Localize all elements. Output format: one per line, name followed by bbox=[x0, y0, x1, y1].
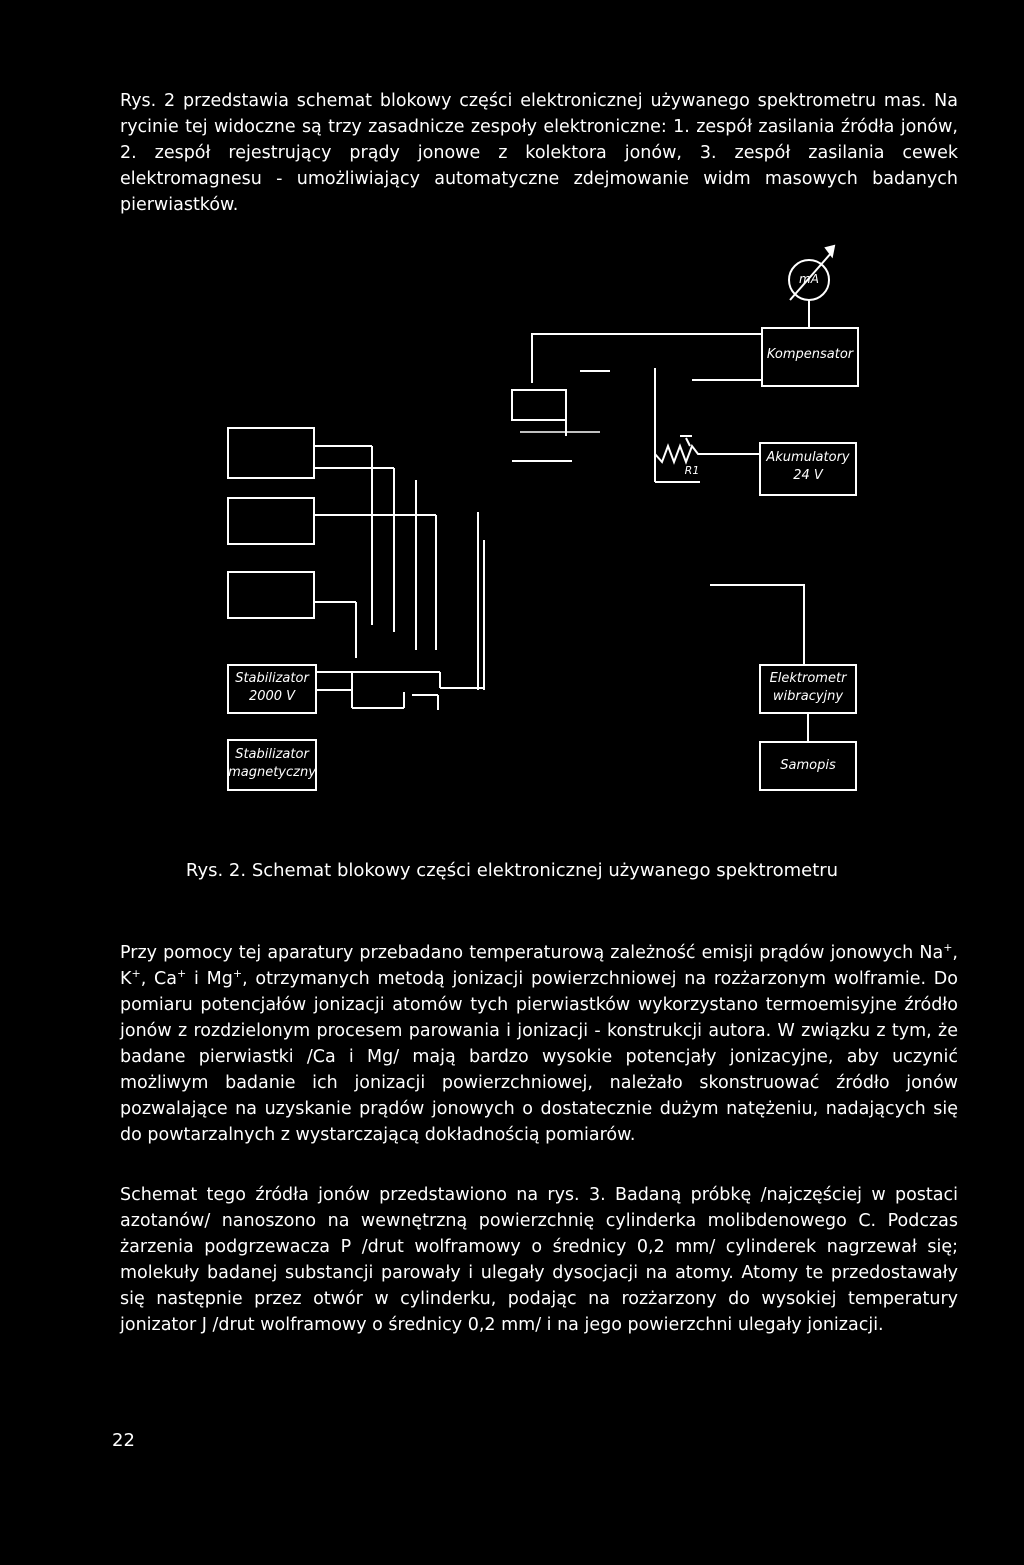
akumulatory-label: Akumulatory bbox=[766, 450, 850, 465]
elektrometr-label: Elektrometr bbox=[769, 671, 847, 686]
block-diagram bbox=[0, 240, 1024, 810]
body-paragraph-1: Przy pomocy tej aparatury przebadano temperaturową zależność emisji prądów jonowych Na+, K+, Ca+ i Mg+, otrzymanych metodą jonizacji powierzchniowej na rozżarzonym wolframie. Do pomiaru potencjałów jonizacji atomów tych pierwiastków wykorzystano termoemisyjne źródło jonów z rozdzielonym procesem parowania i jonizacji - konstrukcji autora. W związku z tym, że badane pierwiastki /Ca i Mg/ mają bardzo wysokie potencjały jonizacyjne, aby uczynić możliwym badanie ich jonizacji powierzchniowej, należało skonstruować źródło jonów pozwalające na uzyskanie prądów jonowych o dostatecznie dużym natężeniu, nadających się do powtarzalnych z wystarczającą dokładnością pomiarów. bbox=[120, 941, 958, 1145]
stabilizator-magnetyczny-type-label: magnetyczny bbox=[228, 765, 316, 780]
intro-paragraph: Rys. 2 przedstawia schemat blokowy części elektronicznej używanego spektrometru mas. Na rycinie tej widoczne są trzy zasadnicze zespoły elektroniczne: 1. zespół zasilania źródła jonów, 2. zespół rejestrujący prądy jonowe z kolektora jonów, 3. zespół zasilania cewek elektromagnesu - umożliwiający automatyczne zdejmowanie widm masowych badanych pierwiastków. bbox=[120, 91, 958, 215]
akumulatory-voltage-label: 24 V bbox=[793, 468, 823, 483]
stabilizator-magnetyczny-label: Stabilizator bbox=[235, 747, 309, 762]
stabilizator-2000v-label: Stabilizator bbox=[235, 671, 309, 686]
stabilizator-2000v-voltage-label: 2000 V bbox=[248, 689, 296, 704]
diagram-lines bbox=[0, 240, 1024, 810]
samopis-label: Samopis bbox=[780, 758, 836, 773]
figure-caption: Rys. 2. Schemat blokowy części elektronicznej używanego spektrometru bbox=[185, 860, 839, 881]
page-number: 22 bbox=[112, 1430, 135, 1451]
meter-label: mA bbox=[799, 272, 819, 286]
body-paragraph-2: Schemat tego źródła jonów przedstawiono na rys. 3. Badaną próbkę /najczęściej w postaci azotanów/ nanoszono na wewnętrzną powierzchnię cylinderka molibdenowego C. Podczas żarzenia podgrzewacza P /drut wolframowy o średnicy 0,2 mm/ cylinderek nagrzewał się; molekuły badanej substancji parowały i ulegały dysocjacji na atomy. Atomy te przedostawały się następnie przez otwór w cylinderku, podając na rozżarzony do wysokiej temperatury jonizator J /drut wolframowy o średnicy 0,2 mm/ i na jego powierzchni ulegały jonizacji. bbox=[120, 1185, 958, 1335]
elektrometr-type-label: wibracyjny bbox=[772, 689, 844, 704]
resistor-label: R1 bbox=[684, 464, 700, 477]
kompensator-label: Kompensator bbox=[766, 347, 854, 362]
